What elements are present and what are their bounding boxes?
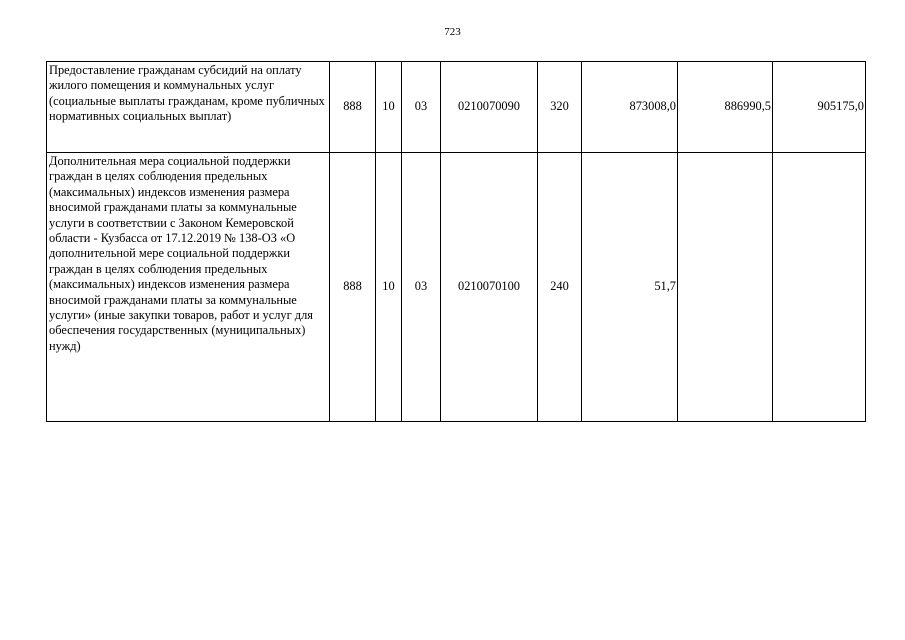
ministry-code-cell: 888 [330,153,376,422]
expense-type-cell: 320 [538,62,582,153]
row-name-cell: Дополнительная мера социальной поддержки граждан в целях соблюдения предельных (максимальных) индексов изменения размера вносимой гражданами платы за коммунальные услуги в соответствии с Законом Кемеровской области - Кузбасса от 17.12.2019 № 138-ОЗ «О дополнительной мере социальной поддержки граждан в целях соблюдения предельных (максимальных) индексов изменения размера вносимой гражданами платы за коммунальные услуги» (иные закупки товаров, работ и услуг для обеспечения государственных (муниципальных) нужд) [47,153,330,422]
subsection-code-cell: 03 [402,62,441,153]
expense-type-cell: 240 [538,153,582,422]
page-number: 723 [444,26,461,38]
subsection-code-cell: 03 [402,153,441,422]
amount-2-cell [678,153,773,422]
ministry-code-cell: 888 [330,62,376,153]
section-code-cell: 10 [376,62,402,153]
row-name-cell: Предоставление гражданам субсидий на оплату жилого помещения и коммунальных услуг (социальные выплаты гражданам, кроме публичных нормативных социальных выплат) [47,62,330,153]
amount-2-cell: 886990,5 [678,62,773,153]
amount-1-cell: 873008,0 [582,62,678,153]
amount-3-cell [773,153,866,422]
amount-3-cell: 905175,0 [773,62,866,153]
target-article-cell: 0210070100 [441,153,538,422]
table-row [47,62,866,153]
table-row [47,153,866,422]
section-code-cell: 10 [376,153,402,422]
target-article-cell: 0210070090 [441,62,538,153]
budget-table [46,61,866,422]
amount-1-cell: 51,7 [582,153,678,422]
